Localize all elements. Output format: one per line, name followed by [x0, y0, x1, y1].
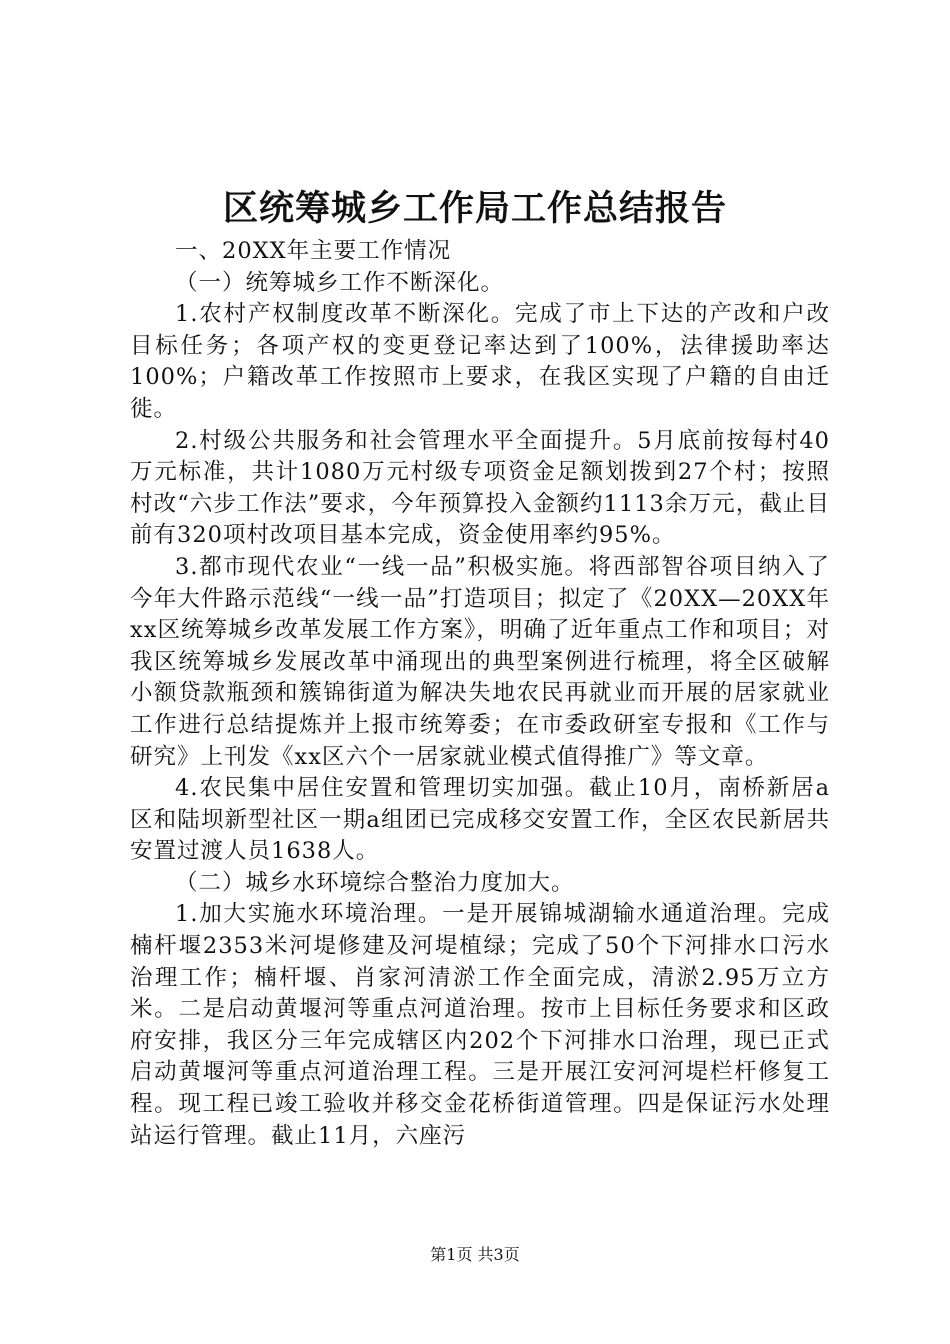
document-title: 区统筹城乡工作局工作总结报告	[222, 188, 727, 229]
paragraph-2: 2.村级公共服务和社会管理水平全面提升。5月底前按每村40万元标准，共计1080万元村级专项资金足额划拨到27个村；按照村改“六步工作法”要求，今年预算投入金额约1113余万元，截止目前有320项村改项目基本完成，资金使用率约95%。	[130, 427, 830, 549]
page-number-footer: 第1页 共3页	[430, 1245, 520, 1264]
document-body	[130, 236, 830, 1152]
paragraph-4: 4.农民集中居住安置和管理切实加强。截止10月，南桥新居a区和陆坝新型社区一期a组团已完成移交安置工作，全区农民新居共安置过渡人员1638人。	[130, 775, 830, 865]
section-heading-1: 一、20XX年主要工作情况	[175, 238, 452, 264]
subsection-heading-2: （二）城乡水环境综合整治力度加大。	[175, 869, 575, 896]
paragraph-1: 1.农村产权制度改革不断深化。完成了市上下达的产改和户改目标任务；各项产权的变更登记率达到了100%，法律援助率达100%；户籍改革工作按照市上要求，在我区实现了户籍的自由迁徙。	[130, 301, 830, 422]
paragraph-5: 1.加大实施水环境治理。一是开展锦城湖输水通道治理。完成楠杆堰2353米河堤修建及河堤植绿；完成了50个下河排水口污水治理工作；楠杆堰、肖家河清淤工作全面完成，清淤2.95万立方米。二是启动黄堰河等重点河道治理。按市上目标任务要求和区政府安排，我区分三年完成辖区内202个下河排水口治理，现已正式启动黄堰河等重点河道治理工程。三是开展江安河河堤栏杆修复工程。现工程已竣工验收并移交金花桥街道管理。四是保证污水处理站运行管理。截止11月，六座污	[130, 901, 830, 1149]
subsection-heading-1: （一）统筹城乡工作不断深化。	[175, 269, 505, 296]
paragraph-3: 3.都市现代农业“一线一品”积极实施。将西部智谷项目纳入了今年大件路示范线“一线一品”打造项目；拟定了《20XX—20XX年xx区统筹城乡改革发展工作方案》，明确了近年重点工作和项目；对我区统筹城乡发展改革中涌现出的典型案例进行梳理，将全区破解小额贷款瓶颈和簇锦街道为解决失地农民再就业而开展的居家就业工作进行总结提炼并上报市统筹委；在市委政研室专报和《工作与研究》上刊发《xx区六个一居家就业模式值得推广》等文章。	[130, 553, 830, 770]
